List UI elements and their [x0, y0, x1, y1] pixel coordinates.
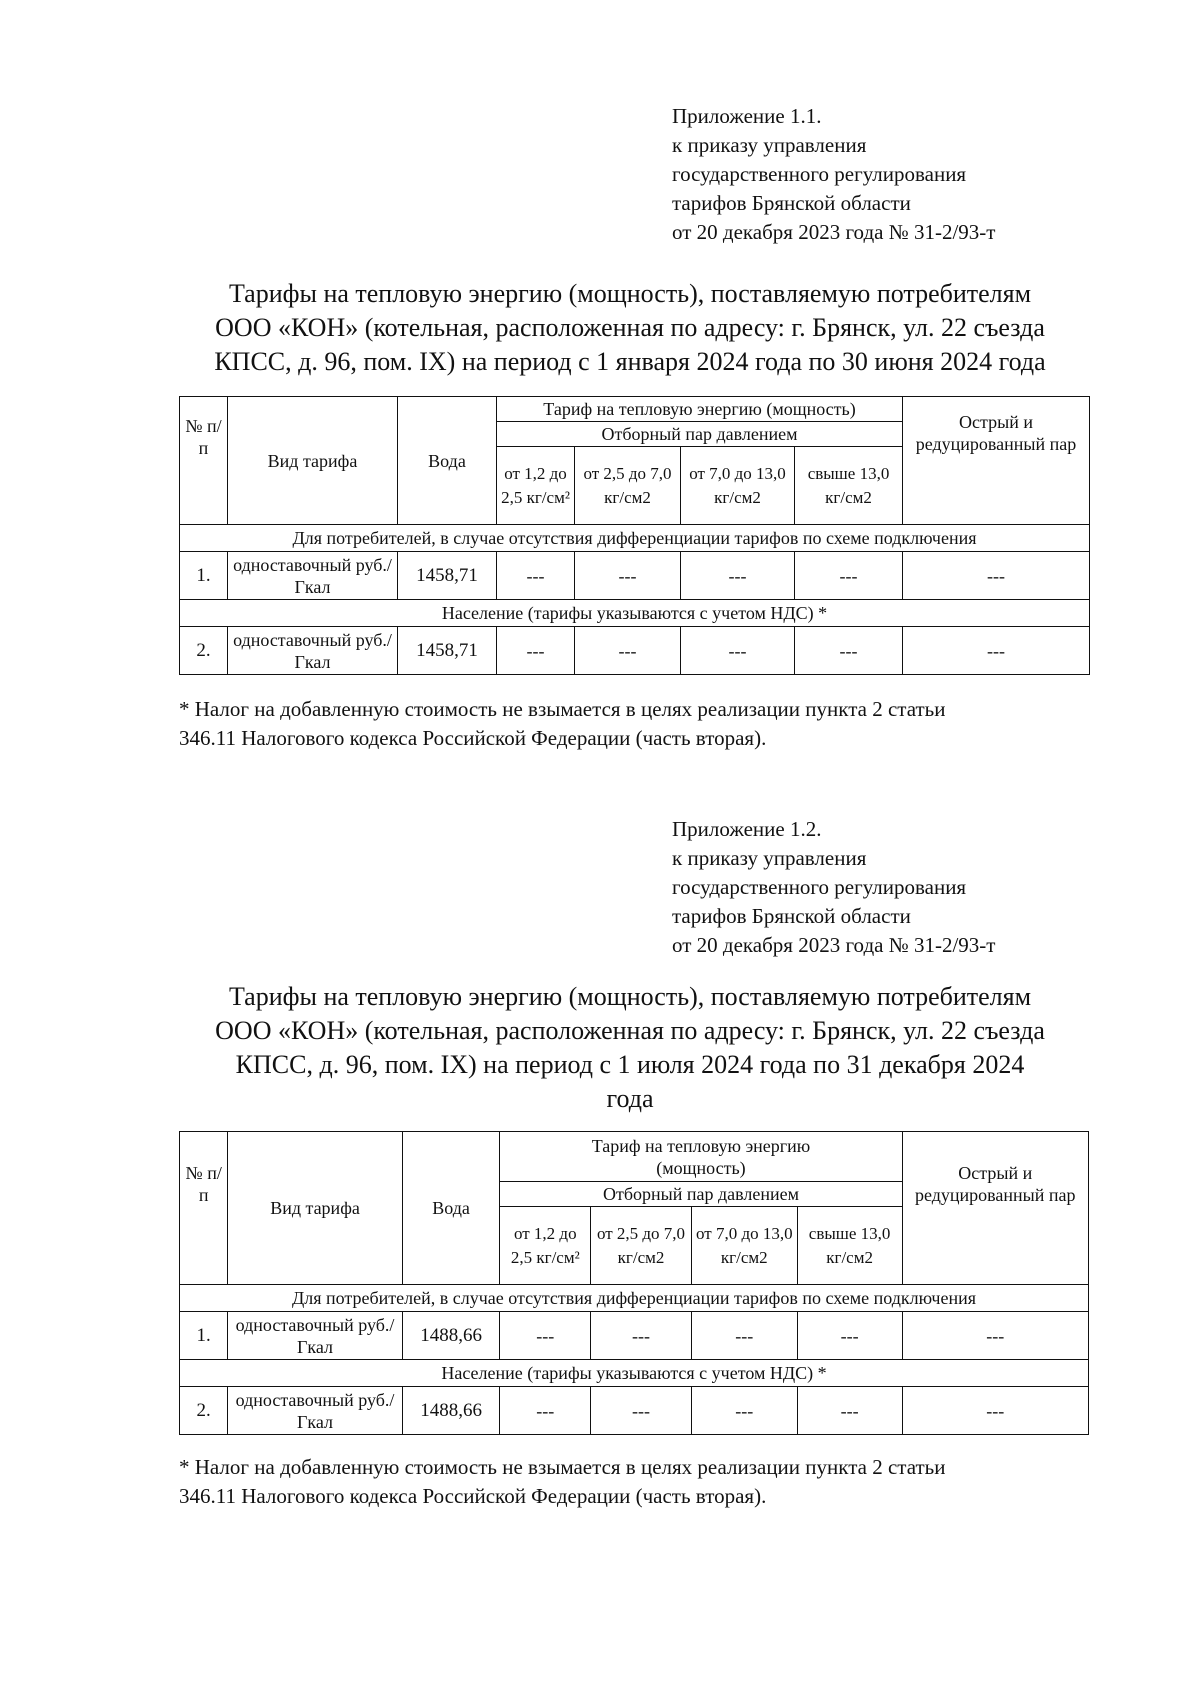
row-pressure-4: ---: [797, 1387, 902, 1435]
row-number: 1.: [180, 552, 228, 600]
row-tariff-type: одноставочный руб./Гкал: [228, 1387, 402, 1435]
row-water-value: 1488,66: [402, 1387, 500, 1435]
appendix-line: государственного регулирования: [672, 875, 967, 899]
header-water: Вода: [402, 1132, 500, 1285]
header-pressure-3: от 7,0 до 13,0 кг/см2: [681, 447, 795, 525]
row-pressure-3: ---: [691, 1387, 797, 1435]
group-row-consumers: Для потребителей, в случае отсутствия дифференциации тарифов по схеме подключения: [180, 525, 1090, 552]
row-water-value: 1458,71: [398, 552, 497, 600]
row-water-value: 1458,71: [398, 627, 497, 675]
group-row-consumers: Для потребителей, в случае отсутствия дифференциации тарифов по схеме подключения: [180, 1285, 1089, 1312]
appendix-line: государственного регулирования: [672, 162, 967, 186]
appendix-line: Приложение 1.2.: [672, 817, 822, 841]
row-pressure-1: ---: [500, 1387, 591, 1435]
group-row-population: Население (тарифы указываются с учетом НДС) *: [180, 1360, 1089, 1387]
footnote-line: * Налог на добавленную стоимость не взымается в целях реализации пункта 2 статьи: [179, 1455, 946, 1479]
header-pressure-2: от 2,5 до 7,0 кг/см2: [575, 447, 681, 525]
row-pressure-3: ---: [691, 1312, 797, 1360]
row-pressure-1: ---: [500, 1312, 591, 1360]
appendix-line: тарифов Брянской области: [672, 904, 911, 928]
appendix-line: Приложение 1.1.: [672, 104, 822, 128]
row-pressure-3: ---: [681, 552, 795, 600]
title-line: ООО «КОН» (котельная, расположенная по адресу: г. Брянск, ул. 22 съезда: [215, 313, 1045, 342]
appendix-line: от 20 декабря 2023 года № 31-2/93-т: [672, 220, 996, 244]
title-line: КПСС, д. 96, пом. IX) на период с 1 января 2024 года по 30 июня 2024 года: [214, 347, 1046, 376]
row-pressure-4: ---: [797, 1312, 902, 1360]
header-pressure-3: от 7,0 до 13,0 кг/см2: [691, 1207, 797, 1285]
appendix-block-2: [672, 815, 995, 960]
title-line: года: [606, 1084, 654, 1113]
row-pressure-2: ---: [591, 1312, 692, 1360]
document-title-2: [170, 980, 1090, 1116]
tariff-table-1: [179, 396, 1090, 675]
row-number: 2.: [180, 627, 228, 675]
header-tariff-type: Вид тарифа: [228, 1132, 402, 1285]
footnote-2: [179, 1453, 1094, 1511]
appendix-line: к приказу управления: [672, 846, 867, 870]
appendix-block-1: [672, 102, 995, 247]
header-pressure-1: от 1,2 до 2,5 кг/см²: [497, 447, 575, 525]
row-live-steam: ---: [903, 552, 1090, 600]
row-pressure-1: ---: [497, 552, 575, 600]
footnote-line: * Налог на добавленную стоимость не взымается в целях реализации пункта 2 статьи: [179, 697, 946, 721]
tariff-table-2: [179, 1131, 1089, 1435]
row-live-steam: ---: [902, 1312, 1088, 1360]
header-pressure-1: от 1,2 до 2,5 кг/см²: [500, 1207, 591, 1285]
footnote-line: 346.11 Налогового кодекса Российской Федерации (часть вторая).: [179, 726, 767, 750]
header-number: № п/ п: [180, 397, 228, 525]
footnote-line: 346.11 Налогового кодекса Российской Федерации (часть вторая).: [179, 1484, 767, 1508]
footnote-1: [179, 695, 1094, 753]
title-line: Тарифы на тепловую энергию (мощность), поставляемую потребителям: [228, 279, 1032, 308]
appendix-line: тарифов Брянской области: [672, 191, 911, 215]
row-live-steam: ---: [902, 1387, 1088, 1435]
header-extraction-steam: Отборный пар давлением: [497, 422, 903, 447]
row-tariff-type: одноставочный руб./Гкал: [228, 1312, 402, 1360]
appendix-line: к приказу управления: [672, 133, 867, 157]
row-pressure-1: ---: [497, 627, 575, 675]
row-pressure-4: ---: [795, 627, 903, 675]
title-line: Тарифы на тепловую энергию (мощность), поставляемую потребителям: [228, 982, 1032, 1011]
header-number: № п/ п: [180, 1132, 228, 1285]
row-pressure-4: ---: [795, 552, 903, 600]
header-tariff-type: Вид тарифа: [228, 397, 398, 525]
document-title-1: [170, 277, 1090, 379]
row-tariff-type: одноставочный руб./Гкал: [228, 552, 398, 600]
appendix-line: от 20 декабря 2023 года № 31-2/93-т: [672, 933, 996, 957]
row-number: 2.: [180, 1387, 228, 1435]
row-number: 1.: [180, 1312, 228, 1360]
header-heat-tariff: Тариф на тепловую энергию (мощность): [500, 1132, 902, 1182]
row-pressure-3: ---: [681, 627, 795, 675]
header-live-steam: Острый и редуцированный пар: [902, 1132, 1088, 1285]
header-live-steam: Острый и редуцированный пар: [903, 397, 1090, 525]
row-pressure-2: ---: [575, 552, 681, 600]
row-pressure-2: ---: [591, 1387, 692, 1435]
row-pressure-2: ---: [575, 627, 681, 675]
header-heat-tariff: Тариф на тепловую энергию (мощность): [497, 397, 903, 422]
title-line: КПСС, д. 96, пом. IX) на период с 1 июля 2024 года по 31 декабря 2024: [235, 1050, 1025, 1079]
row-water-value: 1488,66: [402, 1312, 500, 1360]
title-line: ООО «КОН» (котельная, расположенная по адресу: г. Брянск, ул. 22 съезда: [215, 1016, 1045, 1045]
row-live-steam: ---: [903, 627, 1090, 675]
header-extraction-steam: Отборный пар давлением: [500, 1182, 902, 1207]
header-pressure-2: от 2,5 до 7,0 кг/см2: [591, 1207, 692, 1285]
header-pressure-4: свыше 13,0 кг/см2: [795, 447, 903, 525]
group-row-population: Население (тарифы указываются с учетом НДС) *: [180, 600, 1090, 627]
row-tariff-type: одноставочный руб./Гкал: [228, 627, 398, 675]
header-pressure-4: свыше 13,0 кг/см2: [797, 1207, 902, 1285]
header-water: Вода: [398, 397, 497, 525]
